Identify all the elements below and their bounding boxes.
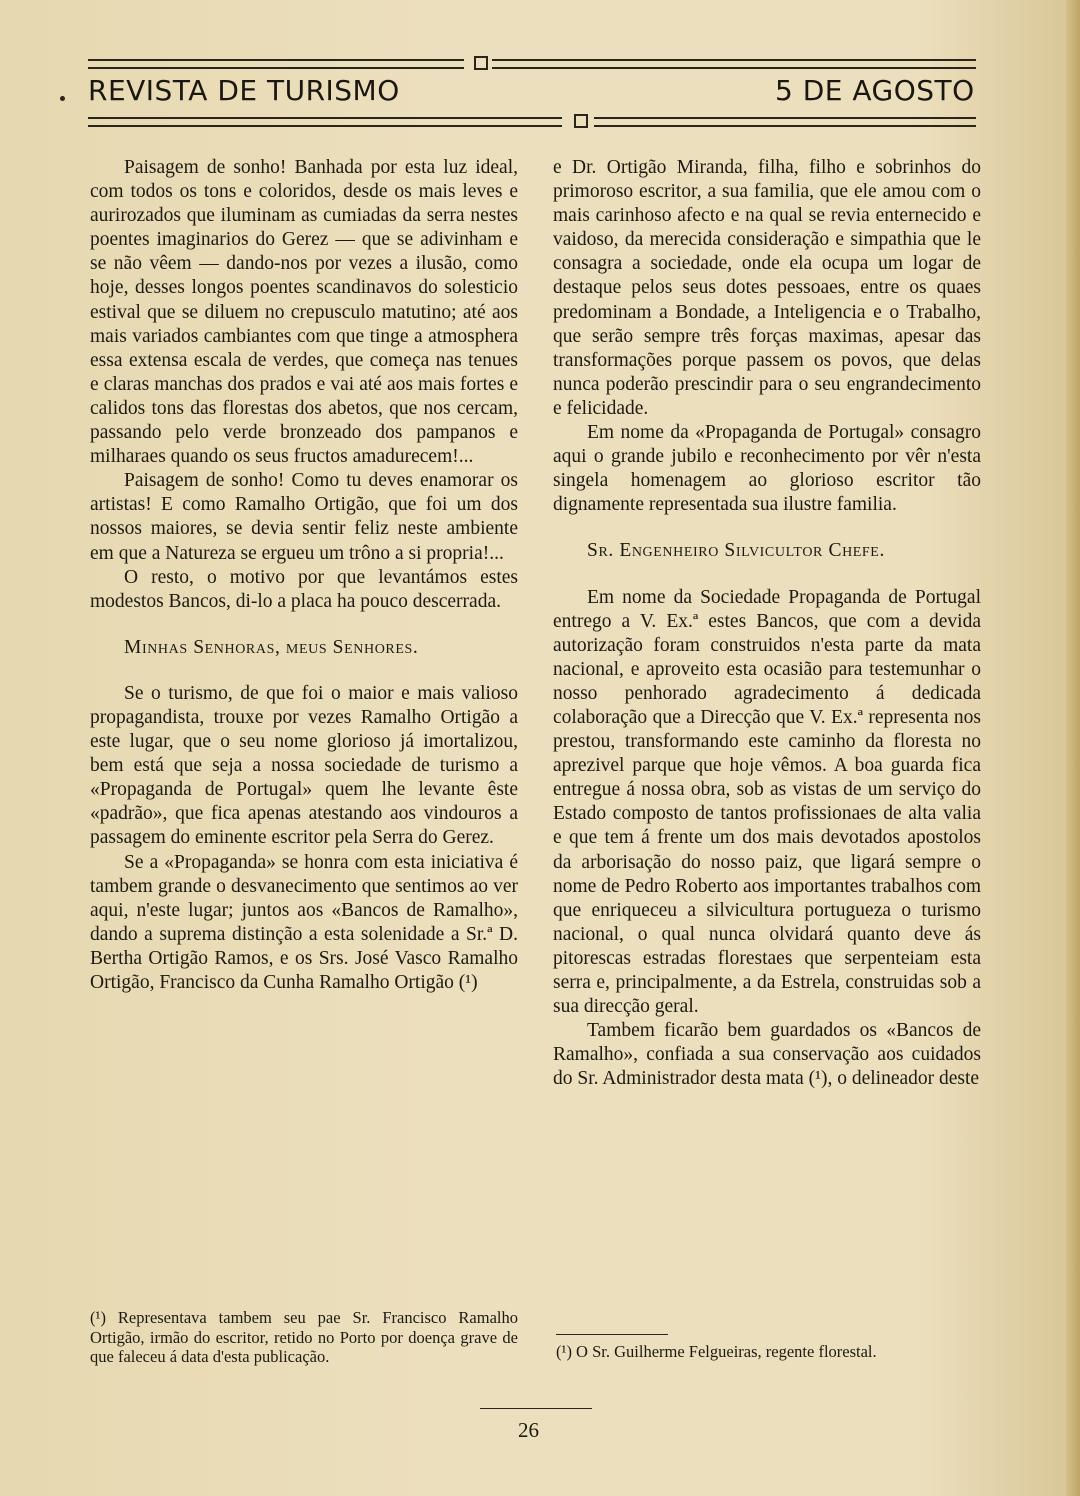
square-ornament-icon — [474, 56, 488, 70]
left-column — [90, 156, 518, 995]
issue-date: 5 DE AGOSTO — [775, 74, 975, 107]
header-bottom-rule — [88, 114, 976, 128]
publication-title: REVISTA DE TURISMO — [88, 74, 400, 107]
paragraph: Paisagem de sonho! Como tu deves enamorar os artistas! E como Ramalho Ortigão, que foi um dos nossos maiores, se devia sentir feliz neste ambiente em que a Natureza se ergueu um trôno a si propria!... — [90, 470, 518, 564]
paragraph: Em nome da «Propaganda de Portugal» consagro aqui o grande jubilo e reconhecimento por vêr n'esta singela homenagem ao glorioso escritor tão dignamente representada sua ilustre familia. — [553, 422, 981, 516]
footnote: (¹) Representava tambem seu pae Sr. Francisco Ramalho Ortigão, irmão do escritor, retido no Porto por doença grave de que faleceu á data d'esta publicação. — [90, 1308, 518, 1366]
paragraph: Tambem ficarão bem guardados os «Bancos de Ramalho», confiada a sua conservação aos cuidados do Sr. Administrador desta mata (¹), o delineador deste — [553, 1020, 981, 1090]
paragraph: Se o turismo, de que foi o maior e mais valioso propagandista, trouxe por vezes Ramalho Ortigão a este lugar, que o seu nome glorioso já imortalizou, bem está que seja a nossa sociedade de turismo a «Propaganda de Portugal» quem lhe levante êste «padrão», que fica apenas atestando aos vindouros a passagem do eminente escritor pela Serra do Gerez. — [90, 682, 518, 849]
header-top-rule — [88, 56, 976, 70]
page-number: 26 — [518, 1418, 539, 1442]
right-column — [553, 156, 981, 1091]
square-ornament-icon — [574, 114, 588, 128]
folio-rule — [480, 1408, 592, 1409]
paragraph: O resto, o motivo por que levantámos estes modestos Bancos, di-lo a placa ha pouco descerrada. — [90, 566, 518, 612]
section-heading: Sr. Engenheiro Silvicultor Chefe. — [587, 540, 885, 562]
section-heading: Minhas Senhoras, meus Senhores. — [124, 636, 419, 658]
footnote-rule — [556, 1334, 668, 1335]
paragraph: Em nome da Sociedade Propaganda de Portugal entrego a V. Ex.ª estes Bancos, que com a devida autorização foram construidos n'esta parte da mata nacional, e aproveito esta ocasião para testemunhar o nosso penhorado agradecimento á dedicada colaboração que a Direcção que V. Ex.ª representa nos prestou, transformando este caminho da floresta no aprezivel parque que hoje vêmos. A boa guarda fica entregue á nossa obra, sob as vistas de um serviço do Estado composto de tantos profissionaes de alta valia e que tem á frente um dos mais devotados apostolos da arborisação do nosso paiz, que ligará sempre o nome de Pedro Roberto aos importantes trabalhos com que enriqueceu a silvicultura portugueza o turismo nacional, o qual nunca olvidará quanto deve ás pitorescas estradas florestaes que serpenteiam esta serra e, principalmente, a da Estrela, construidas sob a sua direcção geral. — [553, 586, 981, 1018]
paragraph: Paisagem de sonho! Banhada por esta luz ideal, com todos os tons e coloridos, desde os mais leves e aurirozados que iluminam as cumiadas da serra nestes poentes imaginarios do Gerez — que se adivinham e se não vêem — dando-nos por vezes a ilusão, como hoje, desses longos poentes scandinavos do solesticio estival que se diluem no crepusculo matutino; até aos mais variados cambiantes com que tinge a atmosphera essa extensa escala de verdes, que começa nas tenues e claras manchas dos prados e vai até aos mais fortes e calidos tons das florestas dos abetos, que nos cercam, passando pelo verde bronzeado dos pampanos e milharaes quando os seus fructos amadurecem!... — [90, 157, 518, 468]
paragraph: Se a «Propaganda» se honra com esta iniciativa é tambem grande o desvanecimento que sentimos ao ver aqui, n'este lugar; juntos aos «Bancos de Ramalho», dando a suprema distinção a esta solenidade a Sr.ª D. Bertha Ortigão Ramos, e os Srs. José Vasco Ramalho Ortigão, Francisco da Cunha Ramalho Ortigão (¹) — [90, 851, 518, 993]
bullet-icon — [60, 96, 65, 101]
footnote: (¹) O Sr. Guilherme Felgueiras, regente florestal. — [556, 1342, 877, 1361]
paragraph: e Dr. Ortigão Miranda, filha, filho e sobrinhos do primoroso escritor, a sua familia, que ele amou com o mais carinhoso afecto e na qual se revia enternecido e vaidoso, da merecida consideração e simpathia que le consagra a sociedade, onde ela ocupa um logar de destaque pelos seus dotes pessoaes, entre os quaes predominam a Bondade, a Inteligencia e o Trabalho, que serão sempre três forças maximas, apesar das transformações porque passem os povos, que delas nunca poderão prescindir para o seu engrandecimento e felicidade. — [553, 157, 981, 419]
page-edge — [1066, 0, 1080, 1496]
